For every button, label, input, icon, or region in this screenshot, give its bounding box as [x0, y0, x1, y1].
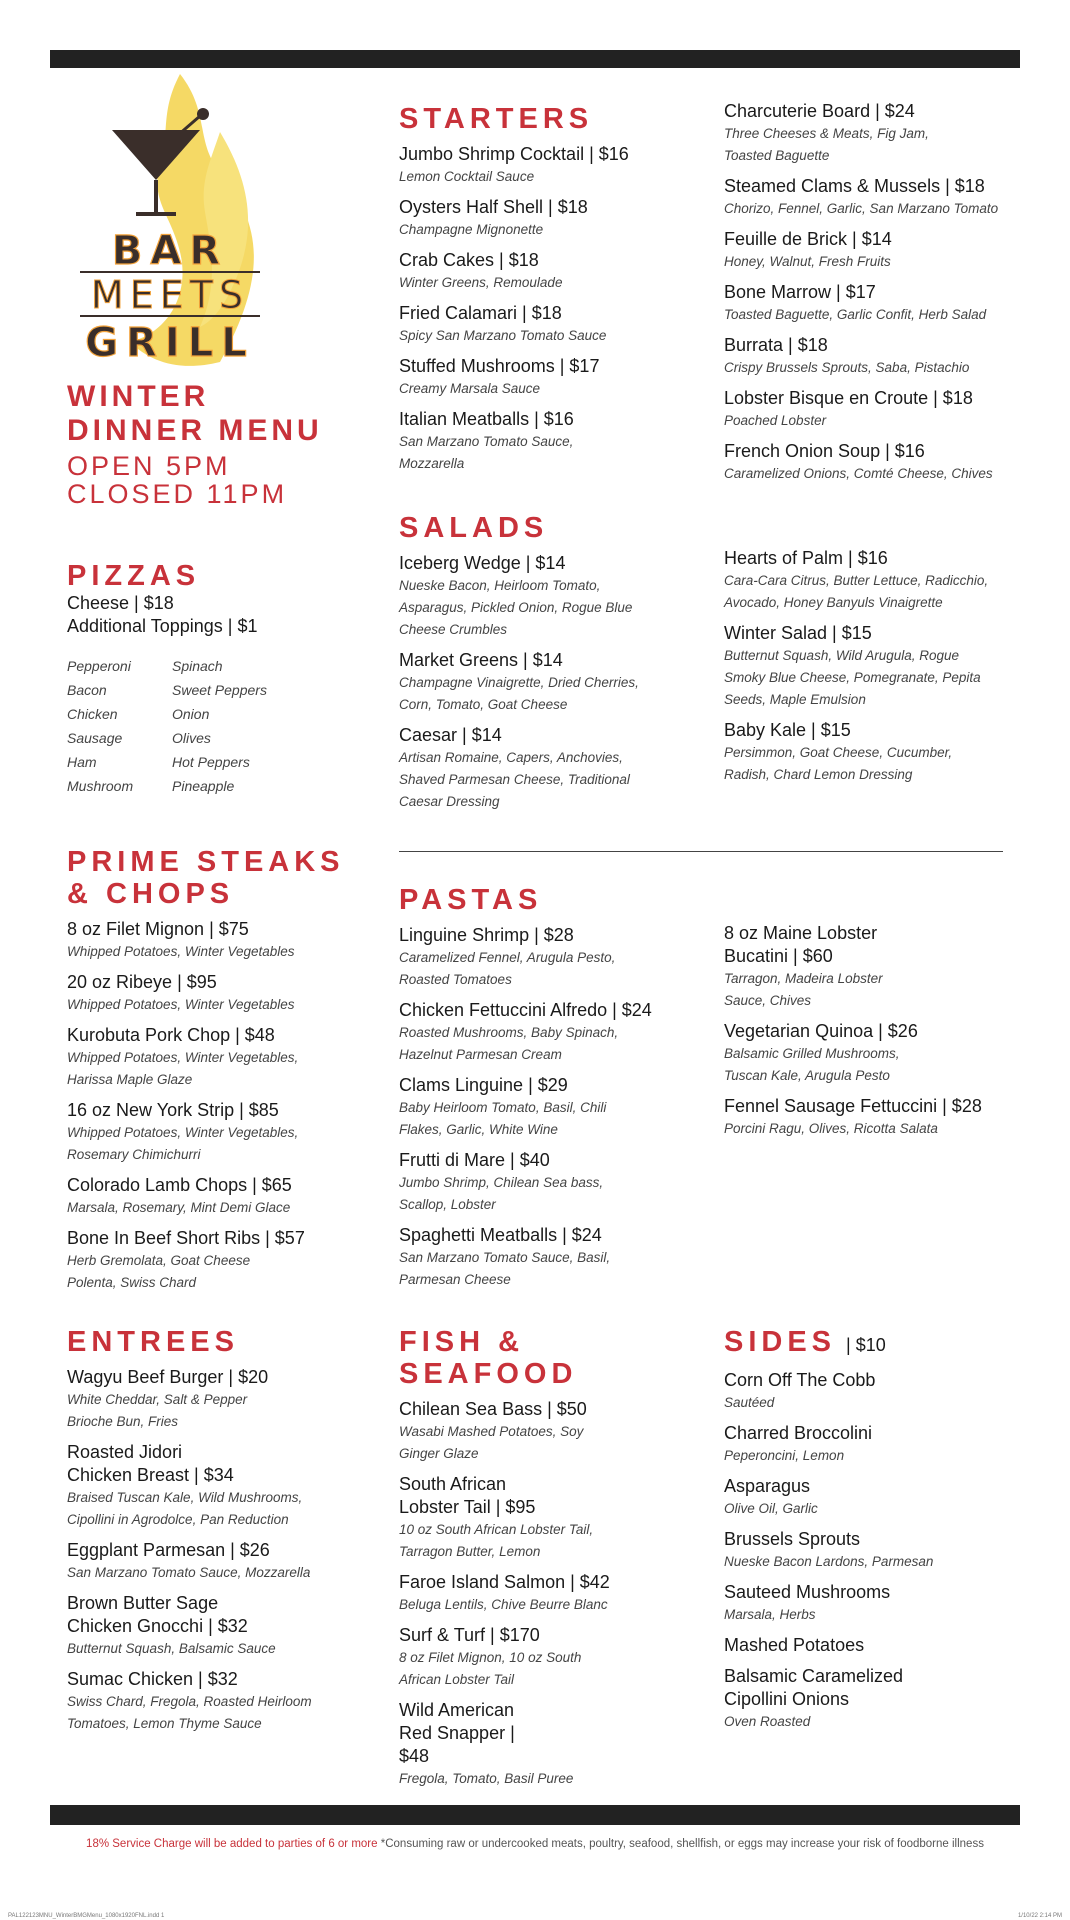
section-divider — [399, 851, 1003, 852]
item-desc: San Marzano Tomato Sauce, Mozzarella — [67, 1565, 311, 1580]
menu-item — [399, 924, 699, 991]
item-name: Market Greens | $14 — [399, 650, 563, 670]
item-name: Chicken Fettuccini Alfredo | $24 — [399, 1000, 652, 1020]
item-desc: Champagne Vinaigrette, Dried Cherries, Corn, Tomato, Goat Cheese — [399, 675, 639, 712]
steaks-section — [67, 846, 367, 1294]
topping: Mushroom — [67, 778, 134, 794]
seafood-section — [399, 1326, 699, 1790]
menu-item — [724, 1422, 1024, 1467]
menu-item — [724, 334, 1024, 379]
pastas-section — [399, 884, 699, 1291]
item-desc: Winter Greens, Remoulade — [399, 275, 563, 290]
menu-item — [399, 1473, 699, 1563]
item-desc: Baby Heirloom Tomato, Basil, Chili Flakes, Garlic, White Wine — [399, 1100, 607, 1137]
topping: Ham — [67, 754, 97, 770]
menu-item — [724, 622, 1024, 711]
item-name: Lobster Bisque en Croute | $18 — [724, 388, 973, 408]
pizza-cheese: Cheese | $18 — [67, 593, 174, 613]
item-desc: Persimmon, Goat Cheese, Cucumber, Radish, Chard Lemon Dressing — [724, 745, 953, 782]
item-name: Kurobuta Pork Chop | $48 — [67, 1025, 275, 1045]
menu-item — [67, 918, 367, 963]
item-desc: Roasted Mushrooms, Baby Spinach, Hazelnut Parmesan Cream — [399, 1025, 619, 1062]
file-slug: PAL122123MNU_WinterBMGMenu_1080x1920FNL.indd 1 — [8, 1913, 165, 1919]
menu-item — [67, 1227, 367, 1294]
item-name: Spaghetti Meatballs | $24 — [399, 1225, 602, 1245]
item-name: 16 oz New York Strip | $85 — [67, 1100, 279, 1120]
item-name: Asparagus — [724, 1476, 811, 1496]
menu-item — [724, 547, 1024, 614]
menu-item — [67, 971, 367, 1016]
bottom-bar — [50, 1805, 1020, 1825]
menu-item — [724, 1528, 1024, 1573]
menu-item — [724, 1095, 1024, 1140]
item-desc: Artisan Romaine, Capers, Anchovies, Shaved Parmesan Cheese, Traditional Caesar Dressing — [399, 750, 630, 809]
item-name: Corn Off The Cobb — [724, 1370, 876, 1390]
menu-item — [724, 922, 1024, 1012]
consumption-warning: *Consuming raw or undercooked meats, poultry, seafood, shellfish, or eggs may increase your risk of foodborne illness — [380, 1838, 984, 1850]
sides-section — [724, 1326, 1024, 1733]
item-desc: White Cheddar, Salt & Pepper Brioche Bun, Fries — [67, 1392, 248, 1429]
item-desc: Crispy Brussels Sprouts, Saba, Pistachio — [724, 360, 970, 375]
menu-title-line2: DINNER MENU — [67, 414, 323, 447]
logo-line2: MEETS — [90, 273, 250, 317]
menu-item — [399, 1398, 699, 1465]
topping: Sausage — [67, 730, 123, 746]
pastas-right-column — [724, 922, 1024, 1140]
item-name: Winter Salad | $15 — [724, 623, 872, 643]
topping: Sweet Peppers — [172, 682, 267, 698]
topping: Bacon — [67, 682, 107, 698]
sides-price: | $10 — [846, 1335, 886, 1355]
topping: Pineapple — [172, 778, 235, 794]
item-name: Frutti di Mare | $40 — [399, 1150, 550, 1170]
menu-item — [399, 552, 699, 641]
item-name: French Onion Soup | $16 — [724, 441, 925, 461]
item-name: Baby Kale | $15 — [724, 720, 851, 740]
item-name: Colorado Lamb Chops | $65 — [67, 1175, 292, 1195]
item-desc: San Marzano Tomato Sauce, Basil, Parmesan Cheese — [399, 1250, 611, 1287]
sides-title: SIDES — [724, 1326, 837, 1358]
service-charge-note: 18% Service Charge will be added to parties of 6 or more — [86, 1838, 378, 1850]
menu-item — [399, 355, 699, 400]
menu-item — [399, 196, 699, 241]
item-name: Hearts of Palm | $16 — [724, 548, 888, 568]
item-name: Oysters Half Shell | $18 — [399, 197, 588, 217]
item-name: Sauteed Mushrooms — [724, 1582, 891, 1602]
item-desc: Oven Roasted — [724, 1714, 811, 1729]
logo-line1: BAR — [111, 228, 229, 274]
item-desc: 10 oz South African Lobster Tail, Tarragon Butter, Lemon — [399, 1522, 594, 1559]
item-name: Sumac Chicken | $32 — [67, 1669, 238, 1689]
item-desc: Tarragon, Madeira Lobster Sauce, Chives — [724, 971, 883, 1008]
menu-item — [724, 228, 1024, 273]
salads-right-column — [724, 547, 1024, 786]
menu-item — [399, 1624, 699, 1691]
item-desc: Spicy San Marzano Tomato Sauce — [399, 328, 607, 343]
item-desc: Wasabi Mashed Potatoes, Soy Ginger Glaze — [399, 1424, 584, 1461]
item-name: Roasted Jidori Chicken Breast | $34 — [67, 1442, 234, 1485]
menu-item — [724, 1634, 1024, 1657]
menu-item — [724, 440, 1024, 485]
item-name: Eggplant Parmesan | $26 — [67, 1540, 270, 1560]
topping: Spinach — [172, 658, 223, 674]
item-desc: Balsamic Grilled Mushrooms, Tuscan Kale, Arugula Pesto — [724, 1046, 900, 1083]
item-desc: Chorizo, Fennel, Garlic, San Marzano Tomato — [724, 201, 999, 216]
menu-item — [724, 1020, 1024, 1087]
menu-item — [399, 724, 699, 813]
item-name: Charcuterie Board | $24 — [724, 101, 915, 121]
item-name: 8 oz Maine Lobster Bucatini | $60 — [724, 923, 878, 966]
item-name: Steamed Clams & Mussels | $18 — [724, 176, 985, 196]
item-desc: Swiss Chard, Fregola, Roasted Heirloom Tomatoes, Lemon Thyme Sauce — [67, 1694, 312, 1731]
pizzas-section — [67, 560, 367, 798]
item-name: Wagyu Beef Burger | $20 — [67, 1367, 269, 1387]
item-name: Crab Cakes | $18 — [399, 250, 539, 270]
entrees-section — [67, 1326, 367, 1735]
menu-item — [399, 302, 699, 347]
item-desc: Sautéed — [724, 1395, 775, 1410]
item-name: Iceberg Wedge | $14 — [399, 553, 566, 573]
item-name: South African Lobster Tail | $95 — [399, 1474, 536, 1517]
seafood-title: FISH & SEAFOOD — [399, 1326, 578, 1390]
item-name: Jumbo Shrimp Cocktail | $16 — [399, 144, 629, 164]
pizza-toppings-price: Additional Toppings | $1 — [67, 616, 258, 636]
menu-item — [67, 1366, 367, 1433]
item-name: Linguine Shrimp | $28 — [399, 925, 574, 945]
salads-section — [399, 512, 699, 813]
starters-title: STARTERS — [399, 103, 594, 135]
item-desc: 8 oz Filet Mignon, 10 oz South African Lobster Tail — [399, 1650, 582, 1687]
item-desc: Beluga Lentils, Chive Beurre Blanc — [399, 1597, 608, 1612]
menu-item — [724, 1581, 1024, 1626]
item-name: Fried Calamari | $18 — [399, 303, 562, 323]
menu-item — [399, 1571, 699, 1616]
item-name: Bone In Beef Short Ribs | $57 — [67, 1228, 305, 1248]
menu-item — [399, 1074, 699, 1141]
item-desc: Butternut Squash, Balsamic Sauce — [67, 1641, 276, 1656]
item-desc: Caramelized Fennel, Arugula Pesto, Roasted Tomatoes — [399, 950, 616, 987]
item-name: Bone Marrow | $17 — [724, 282, 876, 302]
steaks-title: PRIME STEAKS & CHOPS — [67, 846, 345, 910]
topping: Hot Peppers — [172, 754, 250, 770]
menu-item — [67, 1024, 367, 1091]
top-bar — [50, 50, 1020, 68]
topping: Onion — [172, 706, 210, 722]
item-name: Mashed Potatoes — [724, 1635, 865, 1655]
menu-item — [724, 1475, 1024, 1520]
starters-right-column — [724, 100, 1024, 485]
topping: Chicken — [67, 706, 118, 722]
item-desc: Olive Oil, Garlic — [724, 1501, 818, 1516]
item-name: Feuille de Brick | $14 — [724, 229, 892, 249]
item-desc: Jumbo Shrimp, Chilean Sea bass, Scallop, Lobster — [399, 1175, 604, 1212]
item-desc: Caramelized Onions, Comté Cheese, Chives — [724, 466, 993, 481]
menu-item — [67, 1441, 367, 1531]
item-desc: Marsala, Herbs — [724, 1607, 816, 1622]
item-desc: Three Cheeses & Meats, Fig Jam, Toasted Baguette — [724, 126, 929, 163]
pastas-title: PASTAS — [399, 884, 543, 916]
salads-title: SALADS — [399, 512, 549, 544]
menu-item — [724, 387, 1024, 432]
menu-item — [67, 1592, 367, 1660]
item-desc: Peperoncini, Lemon — [724, 1448, 845, 1463]
topping: Pepperoni — [67, 658, 131, 674]
item-desc: San Marzano Tomato Sauce, Mozzarella — [399, 434, 574, 471]
footer-note — [0, 1838, 1070, 1850]
item-name: Fennel Sausage Fettuccini | $28 — [724, 1096, 982, 1116]
item-name: Italian Meatballs | $16 — [399, 409, 574, 429]
item-desc: Whipped Potatoes, Winter Vegetables — [67, 997, 295, 1012]
item-desc: Fregola, Tomato, Basil Puree — [399, 1771, 574, 1786]
menu-item — [724, 1665, 1024, 1733]
menu-item — [399, 408, 699, 475]
item-name: Balsamic Caramelized Cipollini Onions — [724, 1666, 904, 1709]
item-name: Wild American Red Snapper | $48 — [399, 1700, 515, 1766]
menu-item — [399, 249, 699, 294]
menu-item — [67, 1668, 367, 1735]
item-desc: Champagne Mignonette — [399, 222, 544, 237]
menu-item — [724, 719, 1024, 786]
item-name: Chilean Sea Bass | $50 — [399, 1399, 587, 1419]
entrees-title: ENTREES — [67, 1326, 239, 1358]
item-desc: Marsala, Rosemary, Mint Demi Glace — [67, 1200, 291, 1215]
item-name: Brown Butter Sage Chicken Gnocchi | $32 — [67, 1593, 248, 1636]
item-desc: Nueske Bacon, Heirloom Tomato, Asparagus, Pickled Onion, Rogue Blue Cheese Crumbles — [399, 578, 633, 637]
bar-meets-grill-logo — [60, 72, 290, 372]
menu-item — [399, 1699, 699, 1790]
item-name: Burrata | $18 — [724, 335, 828, 355]
menu-item — [67, 1099, 367, 1166]
print-timestamp: 1/10/22 2:14 PM — [1017, 1913, 1062, 1919]
menu-item — [67, 1174, 367, 1219]
item-desc: Honey, Walnut, Fresh Fruits — [724, 254, 891, 269]
item-name: Surf & Turf | $170 — [399, 1625, 540, 1645]
menu-item — [724, 281, 1024, 326]
item-desc: Whipped Potatoes, Winter Vegetables — [67, 944, 295, 959]
item-desc: Porcini Ragu, Olives, Ricotta Salata — [724, 1121, 938, 1136]
item-desc: Herb Gremolata, Goat Cheese Polenta, Swiss Chard — [67, 1253, 251, 1290]
item-desc: Whipped Potatoes, Winter Vegetables, Harissa Maple Glaze — [67, 1050, 299, 1087]
menu-item — [67, 1539, 367, 1584]
sides-header — [724, 1326, 1024, 1361]
item-name: 20 oz Ribeye | $95 — [67, 972, 217, 992]
item-desc: Creamy Marsala Sauce — [399, 381, 541, 396]
logo-line3: GRILL — [85, 320, 255, 366]
menu-item — [399, 1224, 699, 1291]
item-name: Caesar | $14 — [399, 725, 502, 745]
menu-title-line1: WINTER — [67, 380, 210, 413]
menu-item — [724, 1369, 1024, 1414]
topping: Olives — [172, 730, 211, 746]
item-desc: Lemon Cocktail Sauce — [399, 169, 535, 184]
menu-item — [724, 100, 1024, 167]
item-desc: Poached Lobster — [724, 413, 827, 428]
item-desc: Toasted Baguette, Garlic Confit, Herb Salad — [724, 307, 987, 322]
item-desc: Butternut Squash, Wild Arugula, Rogue Smoky Blue Cheese, Pomegranate, Pepita Seeds, Maple Emulsion — [724, 648, 981, 707]
item-name: 8 oz Filet Mignon | $75 — [67, 919, 249, 939]
item-name: Charred Broccolini — [724, 1423, 873, 1443]
menu-item — [399, 649, 699, 716]
item-name: Stuffed Mushrooms | $17 — [399, 356, 600, 376]
item-name: Brussels Sprouts — [724, 1529, 861, 1549]
close-hours: CLOSED 11PM — [67, 479, 288, 509]
menu-item — [399, 999, 699, 1066]
item-desc: Braised Tuscan Kale, Wild Mushrooms, Cipollini in Agrodolce, Pan Reduction — [67, 1490, 303, 1527]
item-desc: Nueske Bacon Lardons, Parmesan — [724, 1554, 934, 1569]
item-name: Faroe Island Salmon | $42 — [399, 1572, 610, 1592]
menu-item — [724, 175, 1024, 220]
menu-item — [399, 1149, 699, 1216]
toppings-list — [67, 654, 367, 798]
item-desc: Whipped Potatoes, Winter Vegetables, Rosemary Chimichurri — [67, 1125, 299, 1162]
intro-block — [67, 380, 367, 508]
menu-item — [399, 143, 699, 188]
starters-section — [399, 103, 699, 475]
item-desc: Cara-Cara Citrus, Butter Lettuce, Radicchio, Avocado, Honey Banyuls Vinaigrette — [724, 573, 989, 610]
open-hours: OPEN 5PM — [67, 451, 231, 481]
item-name: Vegetarian Quinoa | $26 — [724, 1021, 918, 1041]
item-name: Clams Linguine | $29 — [399, 1075, 568, 1095]
pizzas-title: PIZZAS — [67, 560, 201, 592]
